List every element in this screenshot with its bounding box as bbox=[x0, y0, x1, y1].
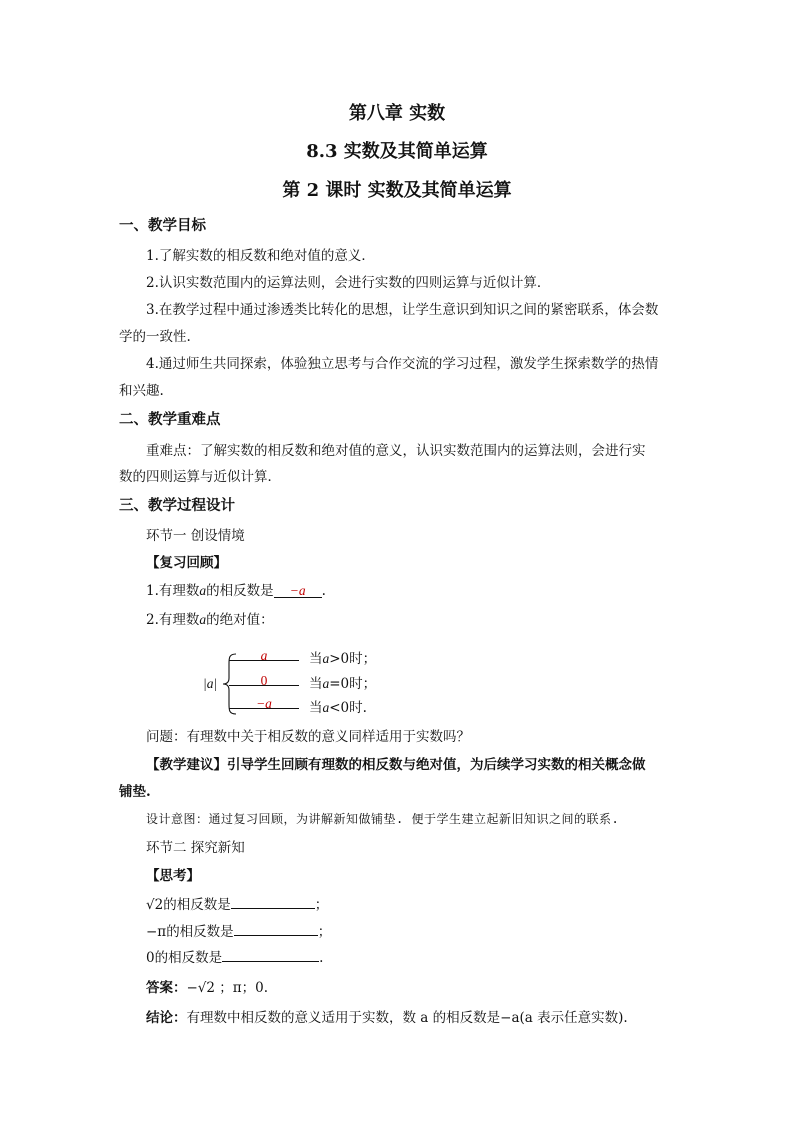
case-1-condition: 当a>0时； bbox=[309, 651, 377, 667]
case-2-condition: 当a=0时； bbox=[309, 676, 377, 692]
q1-answer: −a bbox=[289, 583, 306, 598]
design-intent: 设计意图：通过复习回顾，为讲解新知做铺垫. 便于学生建立起新旧知识之间的联系. bbox=[146, 812, 620, 826]
suggestion-line1: 【教学建议】引导学生回顾有理数的相反数与绝对值，为后续学习实数的相关概念做 bbox=[146, 757, 646, 773]
case-3-answer: −a bbox=[256, 696, 272, 711]
q1-prefix: 1.有理数 bbox=[146, 583, 200, 599]
suggestion-line2: 铺垫. bbox=[119, 784, 151, 800]
question-line: 问题：有理数中关于相反数的意义同样适用于实数吗？ bbox=[146, 729, 470, 745]
answer-label: 答案： bbox=[146, 980, 187, 996]
think-item-2: −π的相反数是 ； bbox=[146, 920, 331, 940]
keypoints-line1 bbox=[146, 439, 646, 459]
think-item-1: √2的相反数是 ； bbox=[146, 893, 328, 913]
keypoints-label: 重难点： bbox=[146, 443, 200, 459]
case-3-condition: 当a<0时. bbox=[309, 700, 367, 716]
keypoints-text-1: 了解实数的相反数和绝对值的意义，认识实数范围内的运算法则，会进行实 bbox=[200, 443, 646, 459]
abs-lhs: |a| bbox=[203, 676, 218, 691]
think-label: 【思考】 bbox=[146, 868, 200, 884]
chapter-title: 第八章 实数 bbox=[348, 103, 446, 124]
think-item-3: 0的相反数是 . bbox=[146, 946, 323, 966]
stage1-label: 环节一 创设情境 bbox=[146, 528, 245, 544]
q1-end: . bbox=[321, 583, 326, 599]
conclusion-text: 有理数中相反数的意义适用于实数，数 a 的相反数是−a(a 表示任意实数). bbox=[186, 1010, 628, 1026]
review-q2 bbox=[146, 608, 274, 628]
q2-var: a bbox=[199, 612, 207, 627]
case-1-blank bbox=[229, 648, 299, 661]
lesson-title: 第 2 课时 实数及其简单运算 bbox=[282, 180, 512, 201]
objective-item-4-line1: 4.通过师生共同探索，体验独立思考与合作交流的学习过程，激发学生探索数学的热情 bbox=[146, 356, 659, 372]
answer-text: −√2 ；π；0. bbox=[186, 980, 269, 996]
q2-mid: 的绝对值： bbox=[206, 612, 274, 628]
think-blank-1 bbox=[231, 894, 315, 909]
review-label: 【复习回顾】 bbox=[146, 555, 227, 571]
objective-item-3-line1: 3.在教学过程中通过渗透类比转化的思想，让学生意识到知识之间的紧密联系，体会数 bbox=[146, 302, 659, 318]
review-q1 bbox=[146, 579, 326, 599]
objective-item-4-line2: 和兴趣. bbox=[119, 383, 164, 399]
answer-line bbox=[146, 976, 268, 996]
q2-prefix: 2.有理数 bbox=[146, 612, 200, 628]
objective-item-1: 1.了解实数的相反数和绝对值的意义． bbox=[146, 248, 375, 264]
q1-answer-blank bbox=[274, 583, 322, 598]
section-title: 8.3 实数及其简单运算 bbox=[306, 141, 488, 162]
stage2-label: 环节二 探究新知 bbox=[146, 840, 245, 856]
q1-mid: 的相反数是 bbox=[206, 583, 274, 599]
conclusion-line bbox=[146, 1006, 628, 1026]
process-heading: 三、教学过程设计 bbox=[119, 497, 235, 514]
conclusion-label: 结论： bbox=[146, 1010, 187, 1026]
keypoints-line2: 数的四则运算与近似计算． bbox=[119, 469, 281, 485]
think-expr-1: √2 bbox=[146, 897, 164, 913]
think-blank-3 bbox=[222, 947, 319, 962]
case-3-blank bbox=[229, 696, 299, 709]
keypoints-heading: 二、教学重难点 bbox=[119, 411, 221, 428]
think-expr-2: −π bbox=[146, 924, 167, 940]
think-expr-3: 0 bbox=[146, 950, 155, 966]
objectives-heading: 一、教学目标 bbox=[119, 217, 206, 234]
think-blank-2 bbox=[234, 921, 318, 936]
case-2-blank bbox=[229, 673, 299, 686]
case-1-answer: a bbox=[260, 648, 268, 663]
case-2-answer: 0 bbox=[260, 673, 268, 688]
q1-var: a bbox=[199, 583, 207, 598]
objective-item-3-line2: 学的一致性. bbox=[119, 329, 191, 345]
objective-item-2: 2.认识实数范围内的运算法则，会进行实数的四则运算与近似计算． bbox=[146, 275, 551, 291]
